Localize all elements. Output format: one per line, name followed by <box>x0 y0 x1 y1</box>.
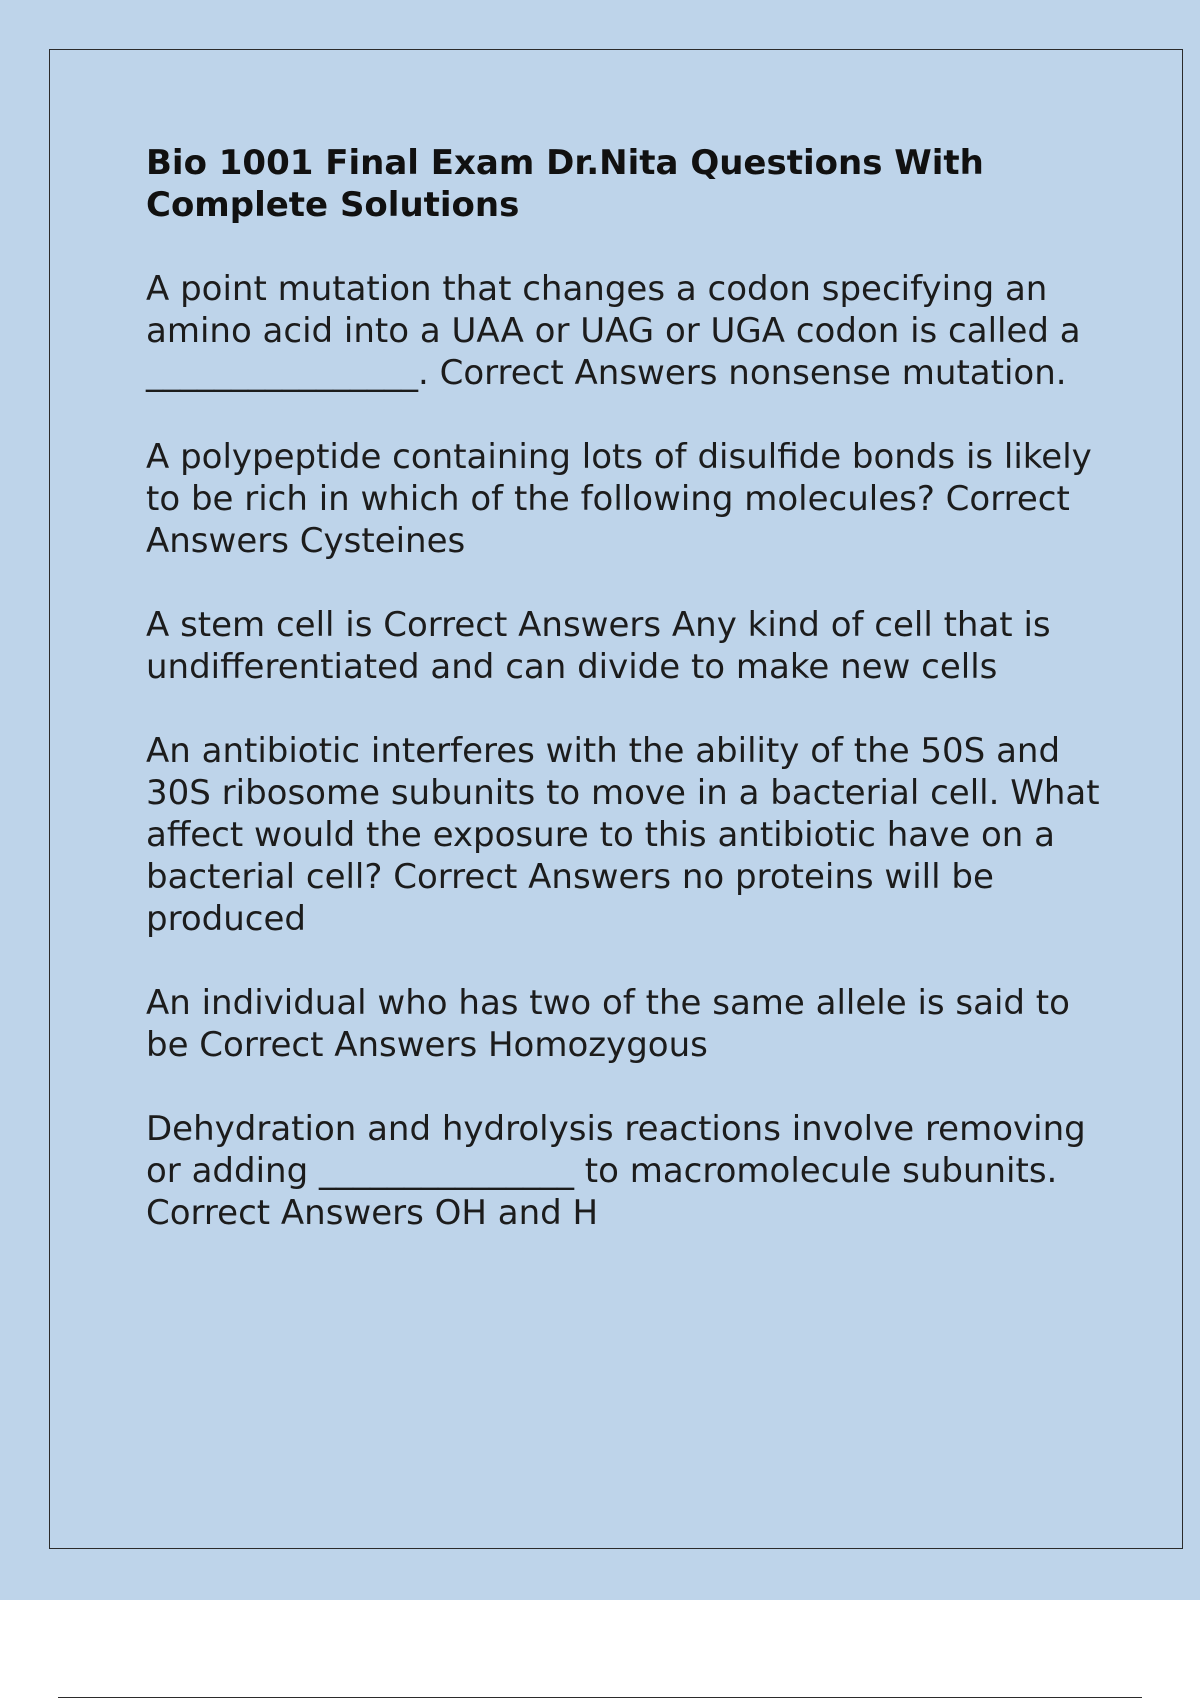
qa-item-stem-cell: A stem cell is Correct Answers Any kind of cell that is undifferentiated and can divide to make new cells <box>146 605 1051 687</box>
qa-item-antibiotic: An antibiotic interferes with the ability of the 50S and 30S ribosome subunits to move in a bacterial cell. What affect would the exposure to this antibiotic have on a bacterial cell? Correct Answers no proteins will be produced <box>146 731 1100 939</box>
footer-divider <box>58 1697 1142 1698</box>
qa-item-disulfide-bonds: A polypeptide containing lots of disulfide bonds is likely to be rich in which of the following molecules? Correct Answers Cysteines <box>146 437 1092 561</box>
qa-item-point-mutation: A point mutation that changes a codon specifying an amino acid into a UAA or UAG or UGA codon is called a ________________. Correct Answers nonsense mutation. <box>146 269 1081 393</box>
document-title: Bio 1001 Final Exam Dr.Nita Questions With Complete Solutions <box>146 143 984 225</box>
document-body <box>146 142 1106 1276</box>
qa-item-dehydration-hydrolysis: Dehydration and hydrolysis reactions involve removing or adding _______________ to macromolecule subunits. Correct Answers OH and H <box>146 1109 1086 1233</box>
qa-item-homozygous: An individual who has two of the same allele is said to be Correct Answers Homozygous <box>146 983 1070 1065</box>
